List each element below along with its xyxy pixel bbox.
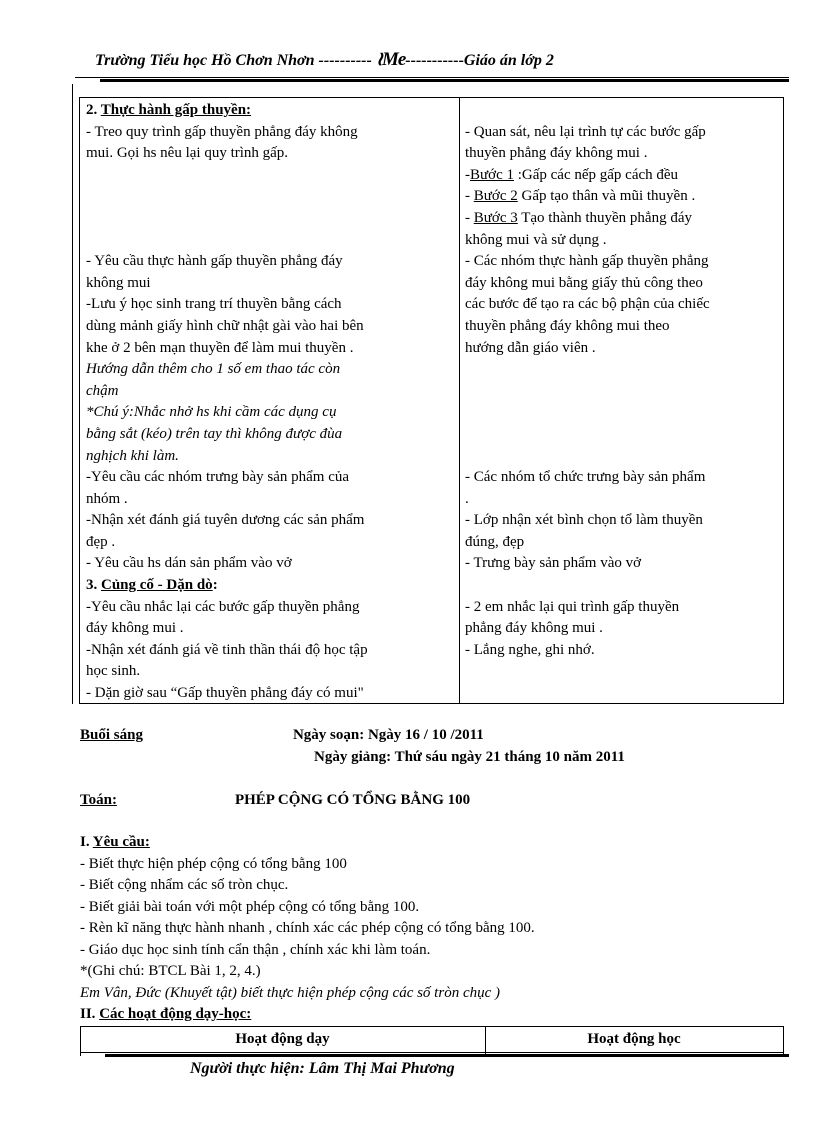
student-line: - Các nhóm tổ chức trưng bày sản phẩm — [465, 469, 706, 486]
teacher-line: nhóm . — [86, 490, 128, 507]
requirement-item: - Biết cộng nhẩm các số tròn chục. — [80, 877, 289, 893]
student-line: thuyền phẳng đáy không mui . — [465, 145, 648, 162]
student-activity-column — [465, 100, 780, 705]
table-top-border — [79, 97, 784, 98]
teacher-line — [86, 165, 456, 187]
student-line: - Lớp nhận xét bình chọn tổ làm thuyền — [465, 512, 703, 529]
requirements-note: Em Vân, Đức (Khuyết tật) biết thực hiện phép cộng các số tròn chục ) — [80, 984, 500, 1001]
teacher-line: - Yêu cầu thực hành gấp thuyền phẳng đáy — [86, 253, 343, 270]
student-line — [465, 381, 780, 403]
header-rule-thin — [75, 77, 789, 78]
student-line — [465, 446, 780, 468]
lesson-heading — [80, 790, 680, 812]
student-line: phẳng đáy không mui . — [465, 620, 603, 637]
teacher-line — [86, 230, 456, 252]
footer-rule-thick — [105, 1054, 789, 1057]
session-info — [80, 725, 625, 768]
plan-title: Giáo án lớp 2 — [463, 52, 554, 69]
teacher-line: mui. Gọi hs nêu lại quy trình gấp. — [86, 145, 289, 162]
student-line: đáy không mui bằng giấy thủ công theo — [465, 274, 703, 291]
header-dashes-right: ----------- — [405, 52, 464, 69]
teacher-line: Hướng dẫn thêm cho 1 số em thao tác còn — [86, 361, 341, 378]
teacher-line: dùng mảnh giấy hình chữ nhật gài vào hai bên — [86, 317, 364, 334]
school-name: Trường Tiểu học Hồ Chơn Nhơn — [95, 52, 315, 69]
footer-rule-thin — [80, 1052, 784, 1053]
lesson-subject: Toán: — [80, 792, 117, 808]
student-line: . — [465, 490, 469, 507]
teacher-line: đáy không mui . — [86, 620, 184, 637]
student-line: - Quan sát, nêu lại trình tự các bước gấp — [465, 123, 706, 140]
student-line: - Lắng nghe, ghi nhớ. — [465, 641, 595, 658]
teacher-line: - Dặn giờ sau “Gấp thuyền phẳng đáy có mui" — [86, 685, 364, 702]
requirement-item: *(Ghi chú: BTCL Bài 1, 2, 4.) — [80, 963, 261, 979]
table-border-left-inner — [79, 97, 80, 704]
table-border-left — [72, 84, 73, 704]
teacher-line: khe ở 2 bên mạn thuyền để làm mui thuyền . — [86, 339, 354, 356]
teacher-line: *Chú ý:Nhắc nhở hs khi cầm các dụng cụ — [86, 404, 337, 421]
teacher-line: -Nhận xét đánh giá tuyên dương các sản phẩm — [86, 512, 365, 529]
draft-date: Ngày soạn: Ngày 16 / 10 /2011 — [292, 727, 484, 743]
requirement-item: - Biết giải bài toán với một phép cộng có tổng bằng 100. — [80, 898, 420, 915]
teacher-line: -Nhận xét đánh giá về tinh thần thái độ học tập — [86, 641, 368, 658]
table-divider — [459, 97, 460, 704]
student-line: hướng dẫn giáo viên . — [465, 339, 596, 356]
session-label: Buổi sáng — [80, 727, 143, 743]
student-line: - Bước 3 Tạo thành thuyền phẳng đáy — [465, 209, 692, 226]
col-header-teach: Hoạt động dạy — [235, 1031, 330, 1047]
student-line: đúng, đẹp — [465, 533, 525, 550]
requirements-section — [80, 832, 535, 1026]
teacher-line: chậm — [86, 382, 119, 399]
teacher-line: không mui — [86, 274, 151, 291]
teacher-line — [86, 186, 456, 208]
teacher-line: 2. Thực hành gấp thuyền: — [86, 102, 252, 118]
student-line: - Các nhóm thực hành gấp thuyền phẳng — [465, 253, 709, 270]
requirement-item: - Biết thực hiện phép cộng có tổng bằng 100 — [80, 855, 347, 872]
header-rule-thick — [100, 79, 789, 82]
student-line: không mui và sử dụng . — [465, 231, 607, 248]
student-line: - 2 em nhắc lại qui trình gấp thuyền — [465, 598, 680, 615]
requirement-item: - Rèn kĩ năng thực hành nhanh , chính xác các phép cộng có tổng bằng 100. — [80, 920, 535, 936]
student-line — [465, 424, 780, 446]
student-line: -Bước 1 :Gấp các nếp gấp cách đều — [465, 166, 679, 183]
teacher-line: bằng sắt (kéo) trên tay thì không được đùa — [86, 425, 343, 442]
header-dashes-left: ---------- — [318, 52, 372, 69]
teacher-activity-column — [86, 100, 456, 705]
teacher-line: nghịch khi làm. — [86, 447, 179, 464]
logo-mark: ≀Me — [375, 49, 406, 70]
header-table-top — [80, 1026, 784, 1027]
student-line — [465, 683, 780, 705]
requirements-heading: I. Yêu cầu: — [80, 834, 150, 850]
student-line — [465, 575, 780, 597]
teacher-line: -Yêu cầu các nhóm trưng bày sản phẩm của — [86, 469, 350, 486]
requirement-item: - Giáo dục học sinh tính cẩn thận , chính xác khi làm toán. — [80, 941, 431, 958]
student-line — [465, 359, 780, 381]
student-line: các bước để tạo ra các bộ phận của chiếc — [465, 296, 710, 313]
table-border-right — [783, 97, 784, 704]
teacher-line: -Yêu cầu nhắc lại các bước gấp thuyền phẳng — [86, 598, 360, 615]
teacher-line: -Lưu ý học sinh trang trí thuyền bằng cách — [86, 296, 342, 313]
lesson-title: PHÉP CỘNG CÓ TỔNG BẰNG 100 — [234, 792, 471, 808]
student-line — [465, 402, 780, 424]
teacher-line: đẹp . — [86, 533, 116, 550]
student-line — [465, 100, 780, 122]
teacher-line: 3. Củng cố - Dặn dò: — [86, 577, 218, 594]
page-header — [95, 48, 554, 71]
student-line: thuyền phẳng đáy không mui theo — [465, 317, 670, 334]
teacher-line — [86, 208, 456, 230]
teacher-line: - Treo quy trình gấp thuyền phẳng đáy không — [86, 123, 358, 140]
col-header-learn: Hoạt động học — [587, 1031, 681, 1047]
teacher-line: - Yêu cầu hs dán sản phẩm vào vở — [86, 555, 292, 572]
student-line: - Bước 2 Gấp tạo thân và mũi thuyền . — [465, 188, 696, 205]
teacher-line: học sinh. — [86, 663, 141, 680]
footer-author: Người thực hiện: Lâm Thị Mai Phương — [190, 1060, 455, 1077]
student-line — [465, 661, 780, 683]
student-line: - Trưng bày sản phẩm vào vở — [465, 555, 642, 572]
activities-heading: II. Các hoạt động dạy-học: — [80, 1006, 252, 1022]
teach-date: Ngày giảng: Thứ sáu ngày 21 tháng 10 năm 2011 — [314, 748, 625, 765]
